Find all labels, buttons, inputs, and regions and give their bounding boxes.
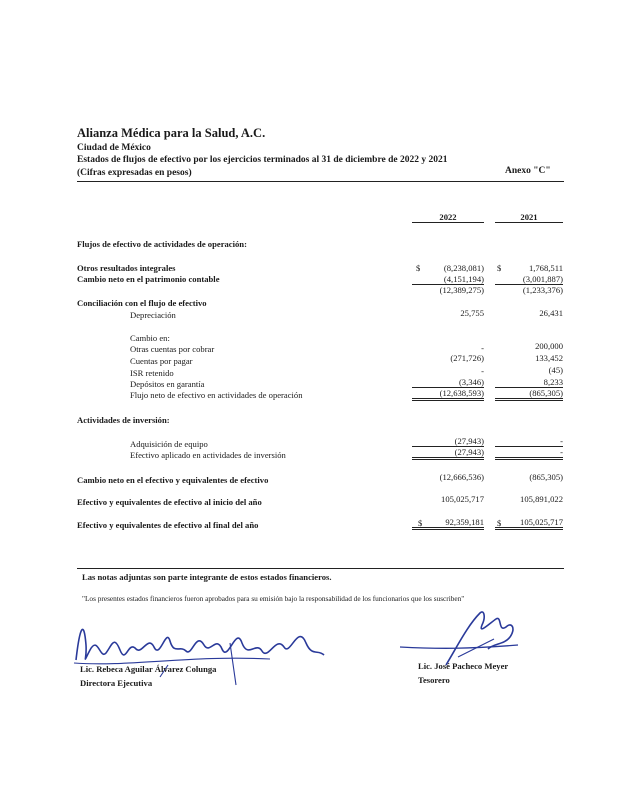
org-name: Alianza Médica para la Salud, A.C. (77, 126, 266, 140)
value-2021: 1,768,511 (528, 263, 563, 273)
currency-symbol: $ (418, 518, 423, 528)
row-label: Cambio en: (130, 333, 170, 343)
row-label: Depreciación (130, 310, 176, 320)
annex-label: Anexo "C" (505, 166, 551, 176)
approval-text: "Los presentes estados financieros fueron aprobados para su emisión bajo la responsabilidad de los funcionarios que los suscriben" (82, 594, 465, 603)
subtotal-2022: (12,389,275) (439, 285, 484, 295)
row-label: Adquisición de equipo (130, 439, 208, 449)
value-2021: 133,452 (535, 353, 563, 363)
value-2022: - (481, 366, 484, 376)
value-2022: - (481, 343, 484, 353)
value-2021: - (495, 436, 563, 447)
signatory-name: Lic. Rebeca Aguilar Álvarez Colunga (80, 664, 217, 674)
signatory-name: Lic. José Pacheco Meyer (418, 661, 509, 671)
investing-section-title: Actividades de inversión: (77, 415, 170, 425)
value-2022: 92,359,181 (412, 517, 484, 530)
value-2022: 25,755 (460, 308, 484, 318)
notes-text: Las notas adjuntas son parte integrante de estos estados financieros. (82, 572, 332, 582)
currency-symbol: $ (416, 263, 421, 273)
value-2021: (865,305) (495, 388, 563, 401)
col-2021-header: 2021 (495, 212, 563, 223)
row-label: ISR retenido (130, 368, 174, 378)
value-2022: 105,025,717 (441, 494, 484, 504)
value-2022: (4,151,194) (412, 274, 484, 285)
statement-title: Estados de flujos de efectivo por los ejercicios terminados al 31 de diciembre de 2022 y 2021 (77, 155, 448, 165)
row-label: Cambio neto en el patrimonio contable (77, 274, 220, 284)
conciliation-title: Conciliación con el flujo de efectivo (77, 298, 207, 308)
value-2022: (3,346) (412, 377, 484, 388)
amounts-note: (Cifras expresadas en pesos) (77, 168, 192, 178)
value-2021: 8,233 (495, 377, 563, 388)
value-2022: (27,943) (412, 436, 484, 447)
row-label: Otros resultados integrales (77, 263, 176, 273)
footer-rule (77, 568, 564, 569)
currency-symbol: $ (497, 518, 502, 528)
row-label: Cuentas por pagar (130, 356, 193, 366)
value-2022: (271,726) (450, 353, 484, 363)
row-label: Otras cuentas por cobrar (130, 344, 215, 354)
value-2022: (12,638,593) (412, 388, 484, 401)
value-2021: (45) (548, 365, 563, 375)
row-label: Efectivo y equivalentes de efectivo al inicio del año (77, 497, 262, 507)
value-2021: 105,891,022 (520, 494, 563, 504)
value-2022: (12,666,536) (439, 472, 484, 482)
header-rule (77, 181, 564, 182)
currency-symbol: $ (497, 263, 502, 273)
subtotal-2021: (1,233,376) (522, 285, 563, 295)
row-label: Flujo neto de efectivo en actividades de operación (130, 390, 303, 400)
value-2022: (8,238,081) (443, 263, 484, 273)
city: Ciudad de México (77, 143, 151, 153)
signatory-title: Directora Ejecutiva (80, 678, 153, 688)
row-label: Depósitos en garantía (130, 379, 205, 389)
row-label: Efectivo aplicado en actividades de inversión (130, 450, 286, 460)
row-label: Efectivo y equivalentes de efectivo al final del año (77, 520, 259, 530)
col-2022-header: 2022 (412, 212, 484, 223)
value-2021: 26,431 (539, 308, 563, 318)
value-2021: 105,025,717 (495, 517, 563, 530)
value-2021: (865,305) (529, 472, 563, 482)
row-label: Cambio neto en el efectivo y equivalentes de efectivo (77, 475, 269, 485)
value-2021: - (495, 447, 563, 460)
value-2021: 200,000 (535, 341, 563, 351)
value-2022: (27,943) (412, 447, 484, 460)
signatory-title: Tesorero (418, 675, 450, 685)
operating-section-title: Flujos de efectivo de actividades de operación: (77, 239, 247, 249)
value-2021: (3,001,887) (495, 274, 563, 285)
